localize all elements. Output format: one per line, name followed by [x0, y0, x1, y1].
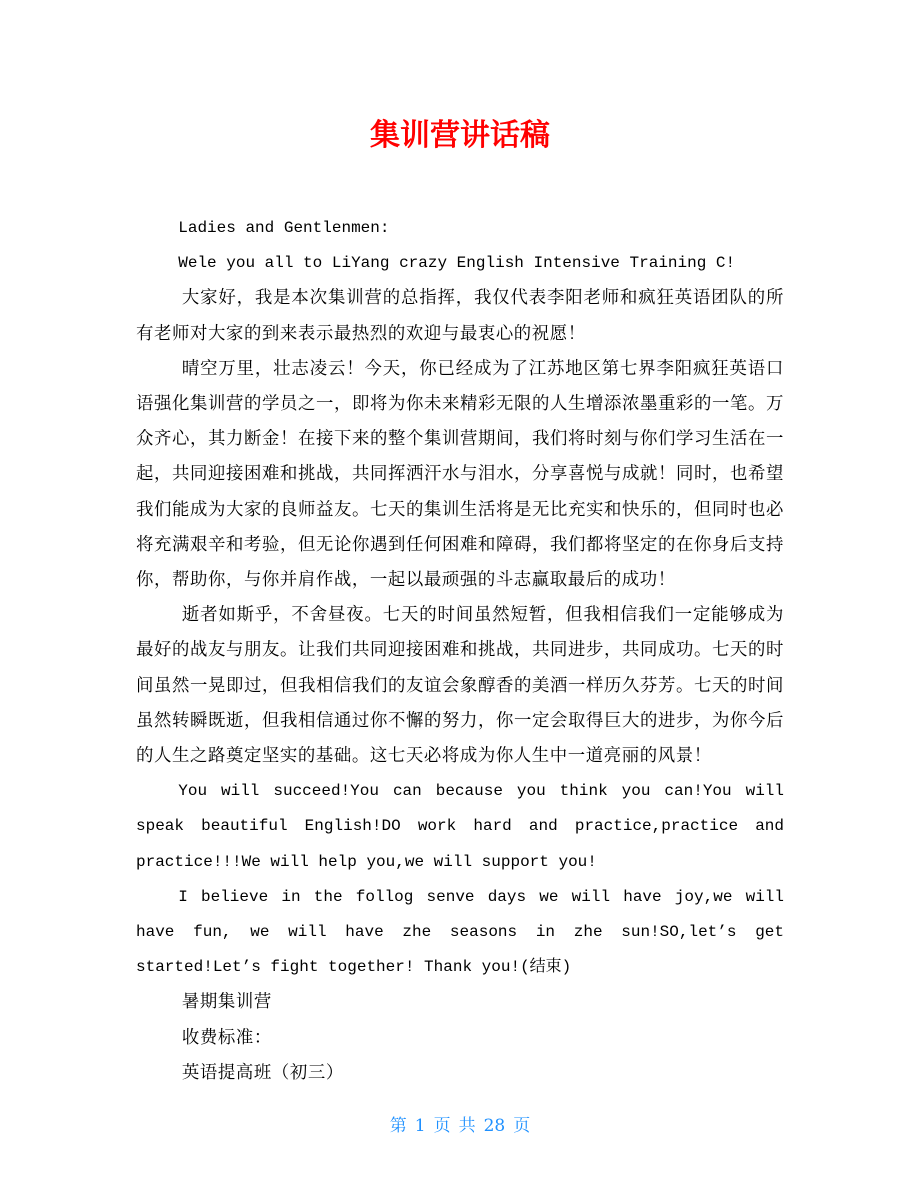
footer-total-word: 共 — [458, 1116, 476, 1136]
section-heading-summer-camp: 暑期集训营 — [181, 992, 272, 1013]
footer-prefix: 第 — [389, 1116, 407, 1136]
footer-suffix: 页 — [513, 1116, 531, 1136]
paragraph-welcome: Wele you all to LiYang crazy English Intensive Training C! — [178, 254, 736, 273]
document-body — [136, 211, 784, 1091]
paragraph-body-2: 逝者如斯乎，不舍昼夜。七天的时间虽然短暂，但我相信我们一定能够成为最好的战友与朋友。让我们共同迎接困难和挑战，共同进步，共同成功。七天的时间虽然一晃即过，但我相信我们的友谊会象醇香的美酒一样历久芬芳。七天的时间虽然转瞬既逝，但我相信通过你不懈的努力，你一定会取得巨大的进步，为你今后的人生之路奠定坚实的基础。这七天必将成为你人生中一道亮丽的风景！ — [136, 605, 784, 767]
paragraph-english-1: You will succeed!You can because you think you can!You will speak beautiful English!DO work hard and practice,practice and practice!!!We will help you,we will support you! — [136, 782, 784, 871]
total-page-count: 28 — [483, 1116, 506, 1136]
footer-page-word: 页 — [433, 1116, 451, 1136]
paragraph-english-2: I believe in the follog senve days we will have joy,we will have fun, we will have zhe seasons in zhe sun!SO,let’s get started!Let’s fight together! Thank you!(结束) — [136, 887, 784, 977]
paragraph-greeting: Ladies and Gentlenmen: — [178, 219, 390, 237]
paragraph-intro: 大家好，我是本次集训营的总指挥，我仅代表李阳老师和疯狂英语团队的所有老师对大家的到来表示最热烈的欢迎与最衷心的祝愿！ — [136, 288, 784, 344]
section-heading-fees: 收费标准： — [181, 1027, 272, 1048]
current-page-number: 1 — [414, 1116, 426, 1136]
paragraph-body-1: 晴空万里，壮志凌云！今天，你已经成为了江苏地区第七界李阳疯狂英语口语强化集训营的学员之一，即将为你未来精彩无限的人生增添浓墨重彩的一笔。万众齐心，其力断金！在接下来的整个集训营期间，我们将时刻与你们学习生活在一起，共同迎接困难和挑战，共同挥洒汗水与泪水，分享喜悦与成就！同时，也希望我们能成为大家的良师益友。七天的集训生活将是无比充实和快乐的，但同时也必将充满艰辛和考验，但无论你遇到任何困难和障碍，我们都将坚定的在你身后支持你，帮助你，与你并肩作战，一起以最顽强的斗志赢取最后的成功！ — [136, 358, 784, 591]
section-heading-english-class: 英语提高班（初三） — [181, 1062, 344, 1083]
document-title: 集训营讲话稿 — [370, 118, 550, 153]
page-footer — [0, 1112, 920, 1140]
